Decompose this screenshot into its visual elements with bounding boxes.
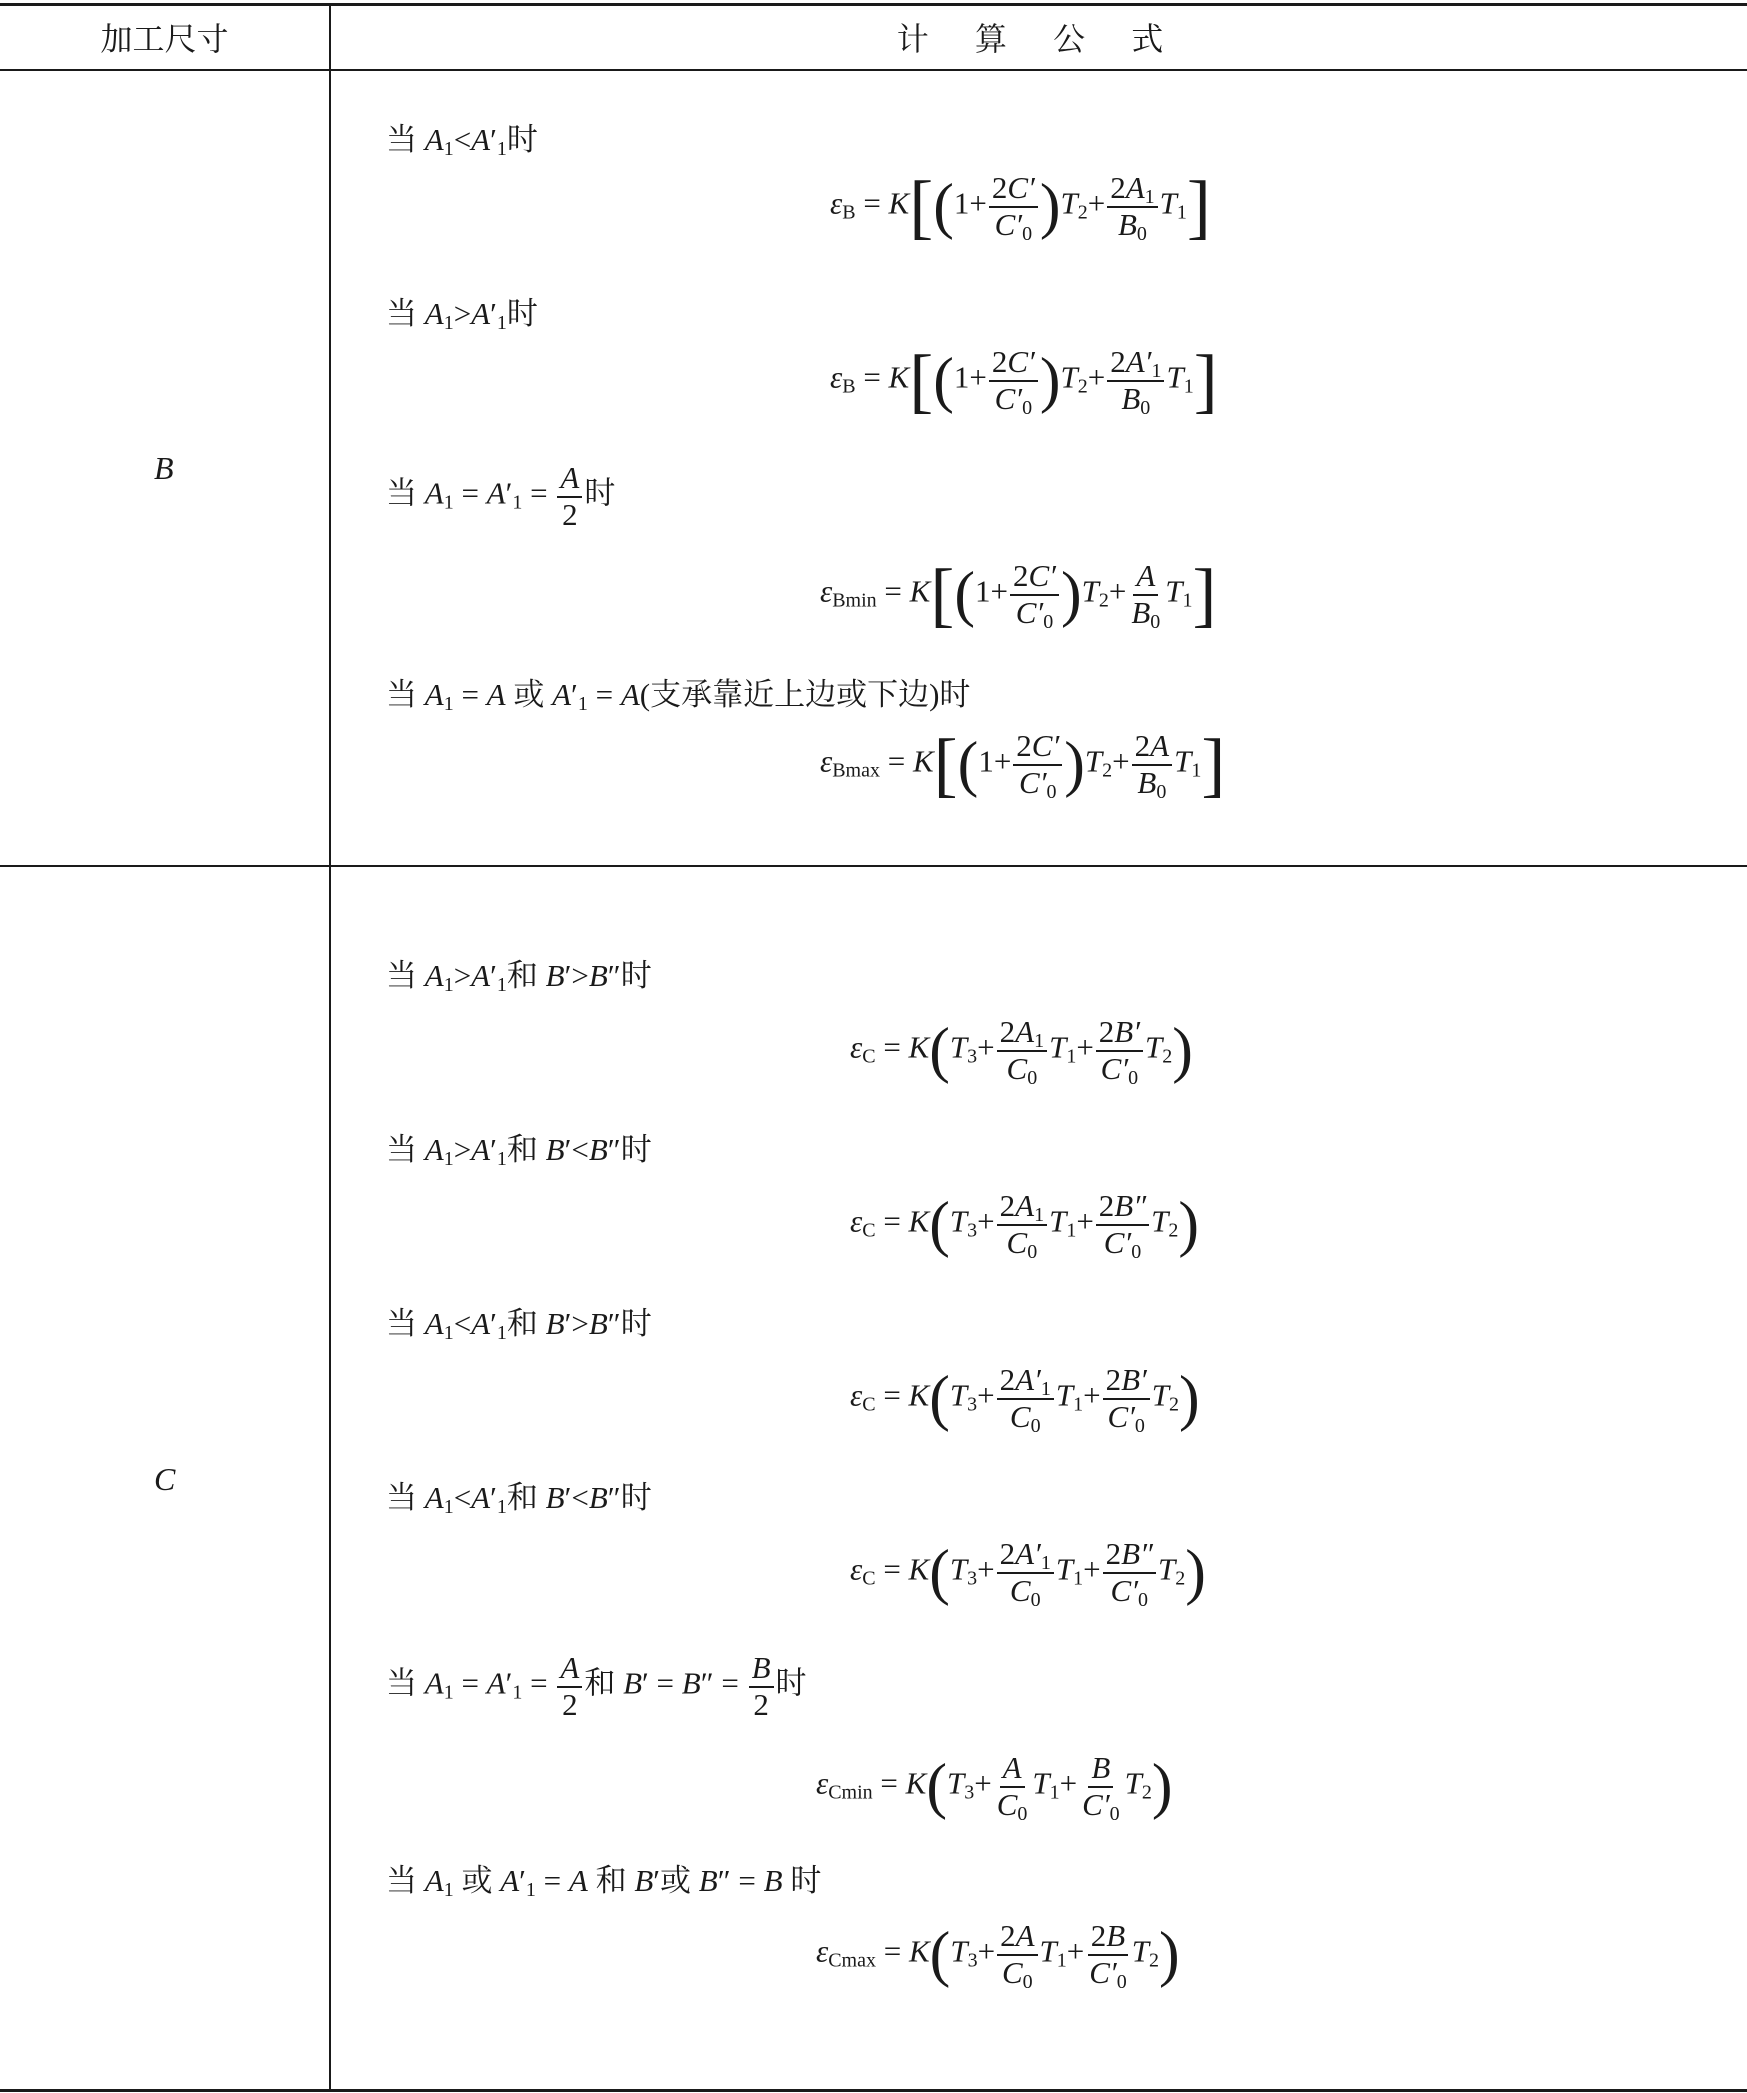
condition-c-6: 当 $A_1$ 或 $A'_1 = A$ 和 B′或 B″ = B 时 xyxy=(386,1863,822,1901)
formula-c-5: $\varepsilon_{Cmin} = K(T_3+$ $\frac{A}{C_0}$ $T_1+$ $\frac{B}{C'_0}$ $T_2$) xyxy=(816,1750,1173,1825)
formula-c-4: $\varepsilon_C = K(T_3+$ $\frac{2A'_1}{C_0}$ $T_1+$ $\frac{2B''}{C'_0}$ $T_2$) xyxy=(850,1536,1206,1611)
formula-b-1: $\varepsilon_B = K[(1+$ $\frac{2C'}{C'_0}$ )$T_2+$ $\frac{2A_1}{B_0}$ $T_1$] xyxy=(830,166,1211,247)
condition-c-1: 当 $A_1>A'_1$和 B′>B″时 xyxy=(386,958,652,996)
formula-b-3: $\varepsilon_{Bmin} = K[(1+$ $\frac{2C'}{C'_0}$ )$T_2+$ $\frac{A}{B_0}$ $T_1$] xyxy=(820,554,1217,635)
formula-c-2: $\varepsilon_C = K(T_3+$ $\frac{2A_1}{C_0}$ $T_1+$ $\frac{2B''}{C'_0}$ $T_2$) xyxy=(850,1188,1200,1263)
condition-b-2: 当 $A_1>A'_1$时 xyxy=(386,296,538,334)
condition-b-3: 当 $A_1 = A'_1$ = $\frac{A}{2}$ 时 xyxy=(386,460,616,532)
formula-b-4: $\varepsilon_{Bmax} = K[(1+$ $\frac{2C'}{C'_0}$ )$T_2+$ $\frac{2A}{B_0}$ $T_1$] xyxy=(820,724,1226,805)
header-formula: 计 算 公 式 xyxy=(896,20,1182,58)
condition-c-3: 当 $A_1<A'_1$和 B′>B″时 xyxy=(386,1306,652,1344)
condition-c-5: 当 $A_1 = A'_1$ = $\frac{A}{2}$ 和 B′ = B″ = $\frac{B}{2}$ 时 xyxy=(386,1650,807,1722)
formula-c-3: $\varepsilon_C = K(T_3+$ $\frac{2A'_1}{C_0}$ $T_1+$ $\frac{2B'}{C'_0}$ $T_2$) xyxy=(850,1362,1200,1437)
header-rule xyxy=(0,69,1747,71)
column-divider xyxy=(329,3,331,2092)
formula-c-1: $\varepsilon_C = K(T_3+$ $\frac{2A_1}{C_0}$ $T_1+$ $\frac{2B'}{C'_0}$ $T_2$) xyxy=(850,1014,1193,1089)
formula-c-6: $\varepsilon_{Cmax} = K(T_3+$ $\frac{2A}{C_0}$ $T_1+$ $\frac{2B}{C'_0}$ $T_2$) xyxy=(816,1918,1180,1993)
condition-b-4: 当 $A_1 = A$ 或 $A'_1 = A$(支承靠近上边或下边)时 xyxy=(386,677,971,715)
condition-c-4: 当 $A_1<A'_1$和 B′<B″时 xyxy=(386,1480,652,1518)
dimension-label-b: B xyxy=(154,450,174,486)
table-bottom-rule xyxy=(0,2089,1747,2092)
row-divider xyxy=(0,865,1747,867)
condition-c-2: 当 $A_1>A'_1$和 B′<B″时 xyxy=(386,1132,652,1170)
header-dimension: 加工尺寸 xyxy=(100,20,229,58)
condition-b-1: 当 $A_1<A'_1$时 xyxy=(386,122,538,160)
formula-b-2: $\varepsilon_B = K[(1+$ $\frac{2C'}{C'_0}$ )$T_2+$ $\frac{2A'_1}{B_0}$ $T_1$] xyxy=(830,340,1218,421)
dimension-label-c: C xyxy=(154,1461,176,1497)
